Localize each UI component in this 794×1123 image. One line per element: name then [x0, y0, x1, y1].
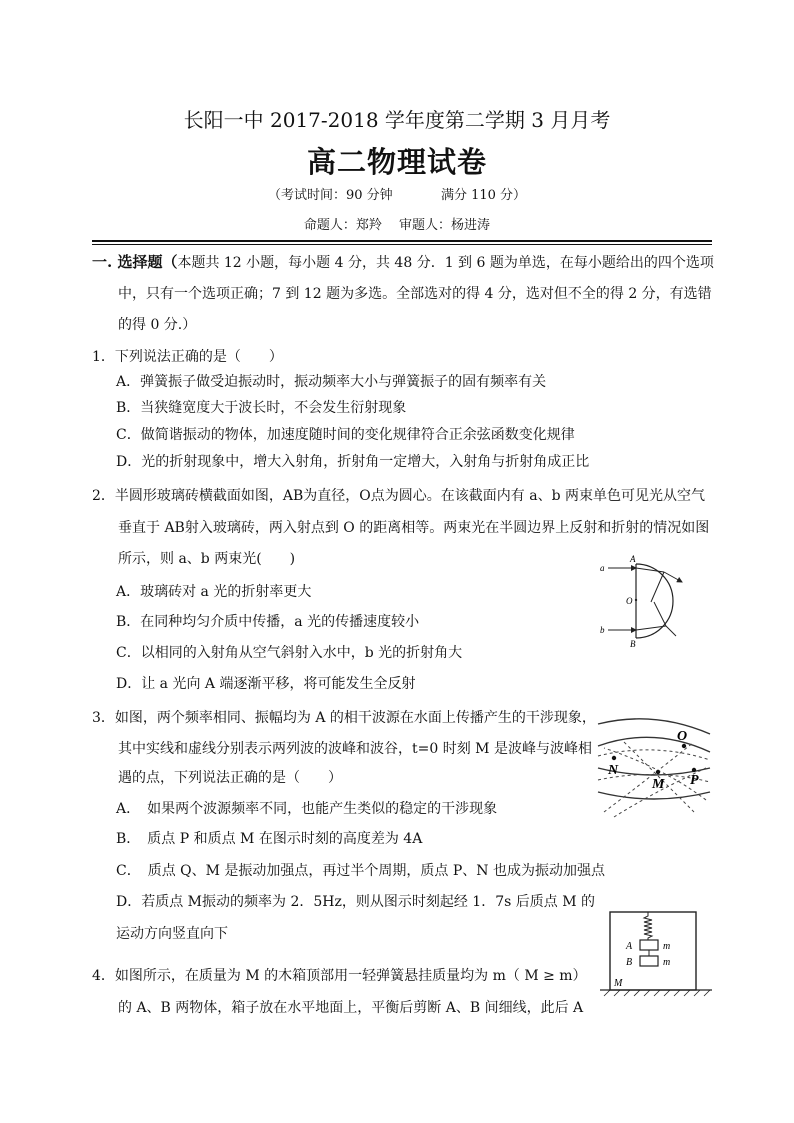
q4-fig-label-B: B — [626, 957, 633, 968]
q3-interference-figure — [594, 712, 714, 822]
q2-line-2: 垂直于 AB射入玻璃砖，两入射点到 O 的距离相等。两束光在半圆边界上反射和折射的情况如图 — [118, 520, 710, 536]
section-intro-2: 中，只有一个选项正确；7 到 12 题为多选。全部选对的得 4 分，选对但不全的得 2 分，有选错 — [118, 286, 712, 302]
q3-option-b: B． 质点 P 和质点 M 在图示时刻的高度差为 4A — [116, 831, 423, 847]
paper-title: 高二物理试卷 — [306, 145, 487, 179]
q2-fig-label-b: b — [600, 625, 605, 635]
authors: 命题人：郑羚 审题人：杨进涛 — [303, 218, 491, 233]
q1-option-d: D．光的折射现象中，增大入射角，折射角一定增大，入射角与折射角成正比 — [116, 454, 590, 470]
q3-option-d-cont: 运动方向竖直向下 — [116, 926, 228, 942]
q2-line-1: 2．半圆形玻璃砖横截面如图，AB为直径，O点为圆心。在该截面内有 a、b 两束单色可见光从空气 — [92, 488, 705, 504]
q3-fig-label-O: O — [677, 729, 688, 744]
q3-option-c: C． 质点 Q、M 是振动加强点，再过半个周期，质点 P、N 也成为振动加强点 — [116, 863, 605, 879]
q4-spring-box-figure — [600, 908, 715, 998]
q2-semicircle-figure — [596, 552, 686, 648]
q4-fig-label-m1: m — [663, 941, 671, 952]
q4-line-2: 的 A、B 两物体，箱子放在水平地面上，平衡后剪断 A、B 间细线，此后 A — [118, 1000, 584, 1016]
q4-fig-label-m2: m — [663, 957, 671, 968]
exam-time: （考试时间：90 分钟 — [267, 188, 393, 203]
q1-option-b: B．当狭缝宽度大于波长时，不会发生衍射现象 — [116, 400, 407, 416]
q3-option-d: D．若质点 M振动的频率为 2．5Hz，则从图示时刻起经 1．7s 后质点 M 的 — [116, 894, 595, 910]
q1-stem: 1．下列说法正确的是（ ） — [92, 349, 283, 365]
q3-fig-label-M: M — [652, 777, 665, 792]
q2-fig-label-O: O — [626, 596, 633, 606]
q2-fig-label-A: A — [630, 554, 636, 564]
q4-fig-label-M: M — [614, 978, 623, 989]
q1-option-a: A．弹簧振子做受迫振动时，振动频率大小与弹簧振子的固有频率有关 — [116, 374, 547, 390]
q2-fig-label-a: a — [600, 563, 605, 573]
q2-fig-label-B: B — [630, 639, 636, 648]
exam-title: 长阳一中 2017-2018 学年度第二学期 3 月月考 — [183, 108, 611, 132]
q2-option-c: C．以相同的入射角从空气斜射入水中，b 光的折射角大 — [116, 645, 463, 661]
section-intro-1: 本题共 12 小题，每小题 4 分，共 48 分．1 到 6 题为单选，在每小题给出的四个选项 — [177, 255, 714, 271]
q3-line-2: 其中实线和虚线分别表示两列波的波峰和波谷，t=0 时刻 M 是波峰与波峰相 — [118, 741, 592, 757]
q2-line-3: 所示，则 a、b 两束光( ) — [118, 551, 296, 567]
q3-option-a: A． 如果两个波源频率不同，也能产生类似的稳定的干涉现象 — [116, 801, 498, 817]
q3-line-1: 3．如图，两个频率相同、振幅均为 A 的相干波源在水面上传播产生的干涉现象， — [92, 710, 596, 726]
q4-line-1: 4．如图所示，在质量为 M 的木箱顶部用一轻弹簧悬挂质量均为 m（ M ≥ m） — [92, 968, 587, 984]
header-rule-thin — [92, 244, 712, 245]
q2-option-a: A．玻璃砖对 a 光的折射率更大 — [116, 584, 312, 600]
section-heading — [92, 251, 714, 272]
q1-option-c: C．做简谐振动的物体，加速度随时间的变化规律符合正余弦函数变化规律 — [116, 427, 575, 443]
exam-meta — [0, 184, 794, 203]
header-rule-thick — [92, 240, 712, 242]
q2-option-b: B．在同种均匀介质中传播，a 光的传播速度较小 — [116, 614, 420, 630]
q3-fig-label-P: P — [690, 773, 699, 788]
full-score: 满分 110 分） — [440, 188, 527, 203]
section-title: 一. 选择题（ — [92, 253, 178, 271]
q3-line-3: 遇的点，下列说法正确的是（ ） — [118, 770, 342, 786]
section-intro-3: 的得 0 分.） — [118, 317, 197, 333]
q3-fig-label-N: N — [608, 763, 619, 778]
q2-option-d: D．让 a 光向 A 端逐渐平移，将可能发生全反射 — [116, 676, 416, 692]
q4-fig-label-A: A — [626, 941, 633, 952]
